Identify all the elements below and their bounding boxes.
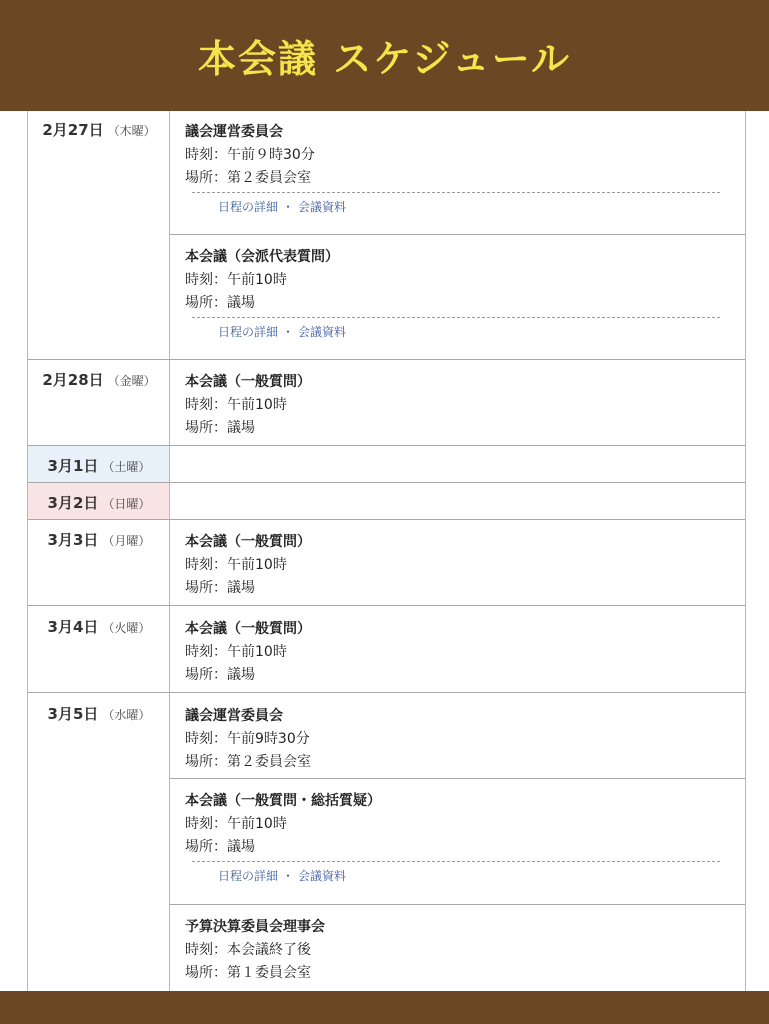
event-links	[218, 198, 346, 215]
event-item	[170, 235, 745, 360]
event-links	[218, 323, 346, 340]
schedule-detail-link[interactable]: 日程の詳細	[218, 325, 279, 339]
event-item	[170, 905, 745, 991]
dashed-divider	[192, 192, 720, 193]
weekday-text: （金曜）	[107, 374, 156, 388]
weekday-text: （日曜）	[102, 497, 151, 511]
event-place: 場所：第２委員会室	[185, 170, 311, 186]
meeting-materials-link[interactable]: 会議資料	[298, 869, 347, 883]
event-time: 時刻：午前10時	[185, 272, 287, 288]
day-row-0301	[28, 446, 745, 483]
date-label	[28, 529, 170, 550]
event-time: 時刻：本会議終了後	[185, 942, 311, 958]
date-cell	[28, 606, 170, 692]
date-cell	[28, 693, 170, 991]
meeting-materials-link[interactable]: 会議資料	[298, 200, 347, 214]
date-text: 3月4日	[47, 618, 99, 636]
event-time: 時刻：午前10時	[185, 816, 287, 832]
day-row-0302	[28, 483, 745, 520]
page-footer	[0, 991, 769, 1024]
date-text: 3月2日	[47, 494, 99, 512]
event-time: 時刻：午前10時	[185, 557, 287, 573]
event-title: 本会議（一般質問）	[185, 374, 311, 390]
page-header	[0, 0, 769, 111]
date-text: 2月28日	[42, 371, 104, 389]
link-separator: ・	[282, 200, 295, 214]
date-label	[28, 369, 170, 390]
event-title: 本会議（一般質問・総括質疑）	[185, 793, 381, 809]
dashed-divider	[192, 861, 720, 862]
date-label	[28, 703, 170, 724]
event-item	[170, 693, 745, 779]
date-text: 3月5日	[47, 705, 99, 723]
date-label	[28, 119, 170, 140]
event-place: 場所：議場	[185, 839, 255, 855]
event-place: 場所：議場	[185, 420, 255, 436]
event-item	[170, 520, 745, 606]
page-title: 本会議 スケジュール	[198, 37, 571, 81]
event-time: 時刻：午前10時	[185, 397, 287, 413]
day-row-0305	[28, 693, 745, 991]
date-cell-sunday	[28, 483, 170, 519]
date-cell	[28, 520, 170, 605]
event-title: 本会議（一般質問）	[185, 534, 311, 550]
event-place: 場所：第１委員会室	[185, 965, 311, 981]
day-row-0304	[28, 606, 745, 693]
date-text: 3月1日	[47, 457, 99, 475]
schedule-detail-link[interactable]: 日程の詳細	[218, 200, 279, 214]
weekday-text: （火曜）	[102, 621, 151, 635]
weekday-text: （月曜）	[102, 534, 151, 548]
event-place: 場所：議場	[185, 580, 255, 596]
date-label	[28, 455, 170, 476]
event-links	[218, 867, 346, 884]
event-item	[170, 360, 745, 446]
date-label	[28, 616, 170, 637]
event-place: 場所：第２委員会室	[185, 754, 311, 770]
event-item	[170, 606, 745, 693]
day-row-0228	[28, 360, 745, 446]
date-text: 2月27日	[42, 121, 104, 139]
event-title: 本会議（会派代表質問）	[185, 249, 339, 265]
event-item	[170, 779, 745, 905]
day-row-0303	[28, 520, 745, 606]
day-row-0227	[28, 111, 745, 360]
event-place: 場所：議場	[185, 667, 255, 683]
weekday-text: （水曜）	[102, 708, 151, 722]
event-title: 議会運営委員会	[185, 124, 283, 140]
event-title: 本会議（一般質問）	[185, 621, 311, 637]
date-text: 3月3日	[47, 531, 99, 549]
weekday-text: （土曜）	[102, 460, 151, 474]
date-cell-saturday	[28, 446, 170, 482]
date-cell	[28, 111, 170, 359]
schedule-table	[27, 111, 746, 991]
event-title: 議会運営委員会	[185, 708, 283, 724]
event-time: 時刻：午前９時30分	[185, 147, 315, 163]
meeting-materials-link[interactable]: 会議資料	[298, 325, 347, 339]
event-item	[170, 111, 745, 235]
weekday-text: （木曜）	[107, 124, 156, 138]
event-time: 時刻：午前10時	[185, 644, 287, 660]
link-separator: ・	[282, 869, 295, 883]
link-separator: ・	[282, 325, 295, 339]
dashed-divider	[192, 317, 720, 318]
schedule-detail-link[interactable]: 日程の詳細	[218, 869, 279, 883]
date-cell	[28, 360, 170, 445]
event-title: 予算決算委員会理事会	[185, 919, 325, 935]
event-place: 場所：議場	[185, 295, 255, 311]
date-label	[28, 492, 170, 513]
event-time: 時刻：午前9時30分	[185, 731, 310, 747]
